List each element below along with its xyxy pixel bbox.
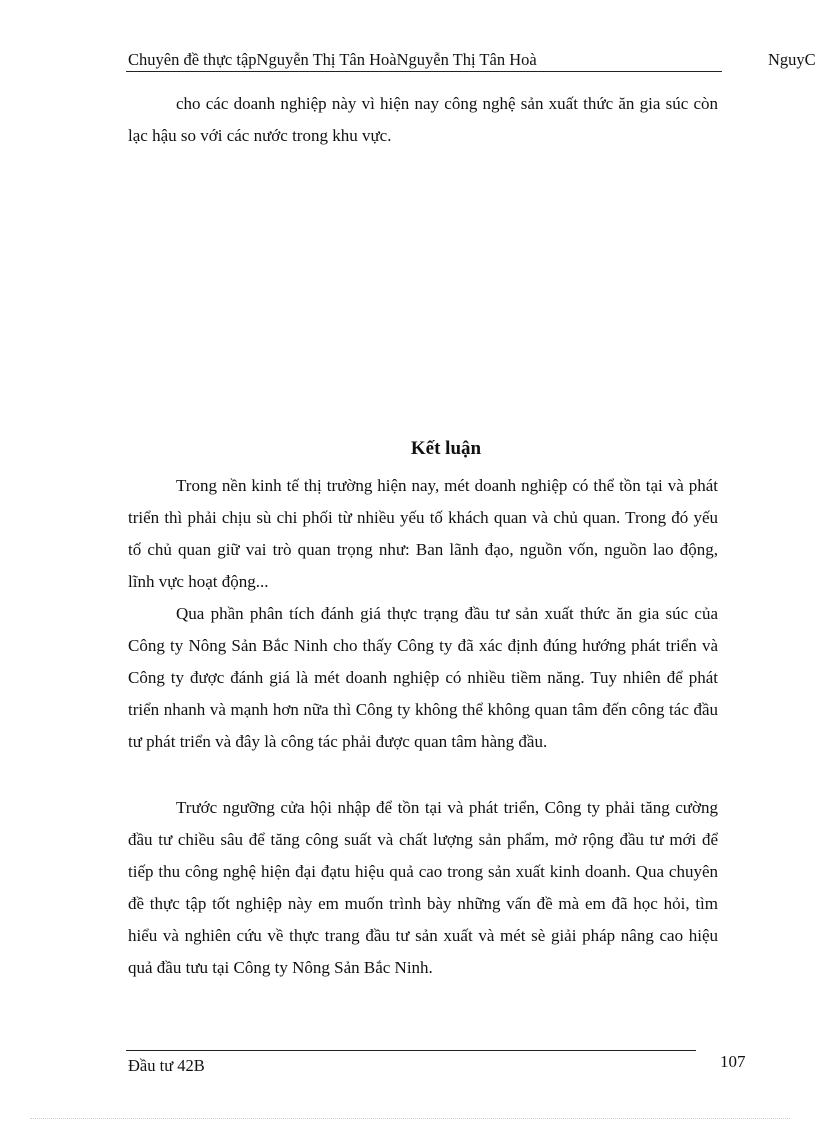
conclusion-paragraph-3: Trước ngưỡng cửa hội nhập để tồn tại và phát triển, Công ty phải tăng cường đầu tư chiều sâu để tăng công suất và chất lượng sản phẩm, mở rộng đầu tư mới để tiếp thu công nghệ hiện đại đạtu hiệu quả cao trong sản xuất kinh doanh. Qua chuyên đề thực tập tốt nghiệp này em muốn trình bày những vấn đề mà em đã học hỏi, tìm hiểu và nghiên cứu về thực trang đầu tư sản xuất và mét sè giải pháp nâng cao hiệu quả đầu tưu tại Công ty Nông Sản Bắc Ninh.: [128, 798, 718, 977]
header-title: Chuyên đề thực tậpNguyễn Thị Tân HoàNguyễn Thị Tân Hoà: [128, 50, 537, 69]
section-title: Kết luận: [410, 438, 482, 459]
footer-rule: [126, 1050, 696, 1051]
header-rule: [126, 71, 722, 72]
page-edge-divider: [30, 1118, 790, 1119]
header-overflow-text: NguyC: [768, 50, 816, 69]
conclusion-paragraph-1: Trong nền kinh tế thị trường hiện nay, mét doanh nghiệp có thể tồn tại và phát triển thì phải chịu sù chi phối từ nhiều yếu tố khách quan và chủ quan. Trong đó yếu tố chủ quan giữ vai trò quan trọng như: Ban lãnh đạo, nguồn vốn, nguồn lao động, lĩnh vực hoạt động...: [128, 476, 718, 591]
footer-class-label: Đầu tư 42B: [128, 1056, 205, 1075]
intro-paragraph: cho các doanh nghiệp này vì hiện nay công nghệ sản xuất thức ăn gia súc còn lạc hậu so với các nước trong khu vực.: [128, 94, 718, 145]
page-number: 107: [720, 1052, 746, 1071]
conclusion-paragraph-2: Qua phần phân tích đánh giá thực trạng đầu tư sản xuất thức ăn gia súc của Công ty Nông Sản Bắc Ninh cho thấy Công ty đã xác định đúng hướng phát triển và Công ty được đánh giá là mét doanh nghiệp có nhiều tiềm năng. Tuy nhiên để phát triển nhanh và mạnh hơn nữa thì Công ty không thể không quan tâm đến công tác đầu tư phát triển và đây là công tác phải được quan tâm hàng đầu.: [128, 604, 718, 751]
